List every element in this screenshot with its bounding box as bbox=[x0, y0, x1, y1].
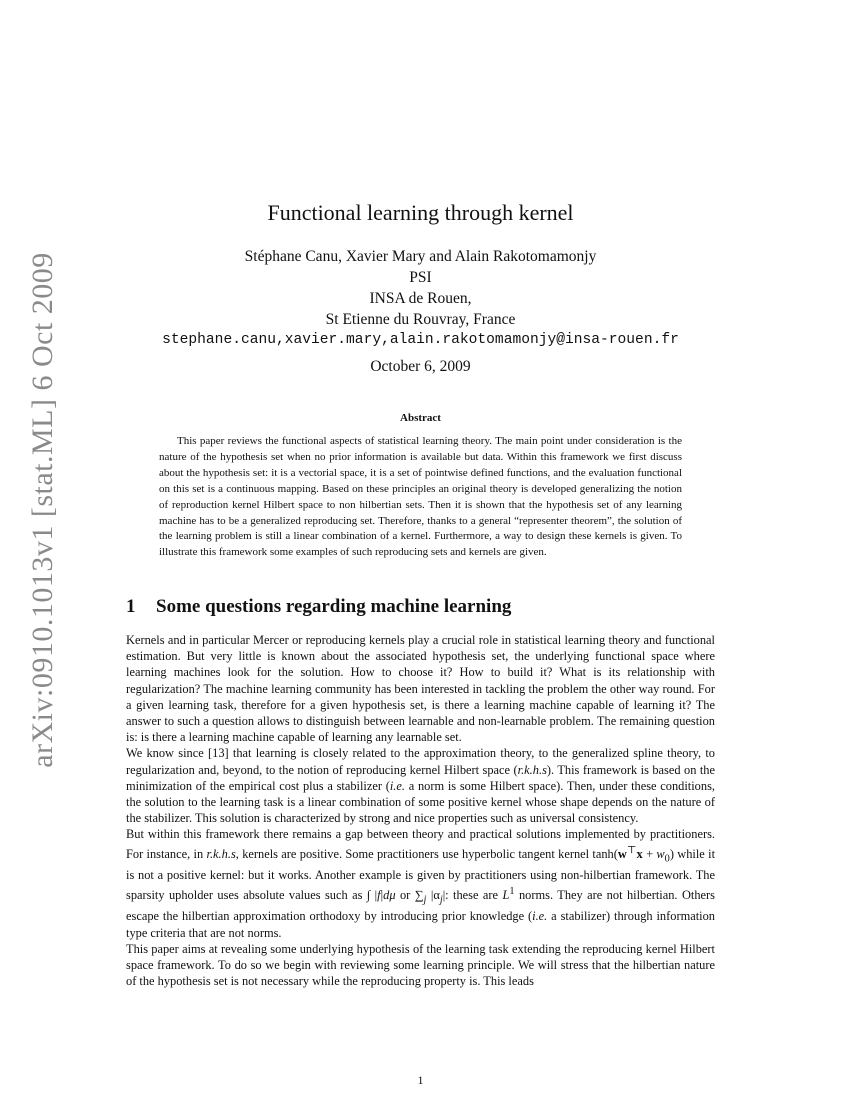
author-names: Stéphane Canu, Xavier Mary and Alain Rakotomamonjy bbox=[244, 248, 597, 265]
section-title: Some questions regarding machine learning bbox=[156, 596, 512, 617]
affiliation-line: INSA de Rouen, bbox=[369, 290, 472, 307]
section-number: 1 bbox=[126, 596, 136, 617]
author-block bbox=[126, 246, 715, 351]
section-body bbox=[126, 632, 715, 989]
author-emails: stephane.canu,xavier.mary,alain.rakotomamonjy@insa-rouen.fr bbox=[162, 332, 679, 348]
arxiv-sidebar bbox=[18, 0, 68, 1100]
affiliation-line: St Etienne du Rouvray, France bbox=[325, 311, 516, 328]
paragraph: But within this framework there remains a gap between theory and practical solutions implemented by practitioners. For instance, in r.k.h.s, kernels are positive. Some practitioners use hyperbolic tangent kernel $\tanh(w^⊤x + w_0)$ while it is not a positive kernel: but it works. Another example is given by practitioners using non-hilbertian framework. The sparsity upholder uses absolute values such as ∫ |f|dμ or $\sum_j$ $|\alpha_j|$: these are $L^1$ norms. They are not hilbertian. Others escape the hilbertian approximation orthodoxy by introducing prior knowledge (i.e. a stabilizer) through information type criteria that are not norms. bbox=[126, 827, 716, 940]
abstract-text: This paper reviews the functional aspects of statistical learning theory. The main point under consideration is the nature of the hypothesis set when no prior information is available but data. Within this framework we first discuss about the hypothesis set: it is a vectorial space, it is a set of pointwise defined functions, and the evaluation functional on this set is a continuous mapping. Based on these principles an original theory is developed generalizing the notion of reproduction kernel Hilbert space to non hilbertian sets. Then it is shown that the hypothesis set of any learning machine has to be a generalized reproducing set. Therefore, thanks to a general “representer theorem”, the solution of the learning problem is still a linear combination of a kernel. Furthermore, a way to design these kernels is given. To illustrate this framework some examples of such reproducing sets and kernels are given. bbox=[159, 435, 682, 559]
paper-date: October 6, 2009 bbox=[370, 358, 471, 375]
arxiv-identifier: arXiv:0910.1013v1 [stat.ML] 6 Oct 2009 bbox=[26, 252, 59, 768]
section-heading bbox=[126, 596, 715, 618]
page-number: 1 bbox=[417, 1073, 424, 1087]
paragraph: We know since [13] that learning is closely related to the approximation theory, to the generalized spline theory, to regularization and, beyond, to the notion of reproducing kernel Hilbert space (r.k.h.s). This framework is based on the minimization of the empirical cost plus a stabilizer (i.e. a norm is some Hilbert space). Then, under these conditions, the solution to the learning task is a linear combination of some positive kernel whose shape depends on the nature of the stabilizer. This solution is characterized by strong and nice properties such as universal consistency. bbox=[126, 746, 715, 826]
affiliation-line: PSI bbox=[409, 269, 432, 286]
paper-title: Functional learning through kernel bbox=[267, 200, 574, 225]
paragraph: Kernels and in particular Mercer or reproducing kernels play a crucial role in statistical learning theory and functional estimation. But very little is known about the associated hypothesis set, the underlying functional space where learning machines look for the solution. How to choose it? How to build it? What is its relationship with regularization? The machine learning community has been interested in tackling the problem the other way round. For a given learning task, therefore for a given hypothesis set, is there a learning machine capable of learning it? The answer to such a question allows to distinguish between learnable and non-learnable problem. The remaining question is: is there a learning machine capable of learning any learnable set. bbox=[126, 633, 715, 745]
paragraph: This paper aims at revealing some underlying hypothesis of the learning task extending the reproducing kernel Hilbert space framework. To do so we begin with reviewing some learning principle. We will stress that the hilbertian nature of the hypothesis set is not necessary while the reproducing property is. This leads bbox=[126, 941, 715, 989]
abstract-heading: Abstract bbox=[400, 412, 441, 424]
